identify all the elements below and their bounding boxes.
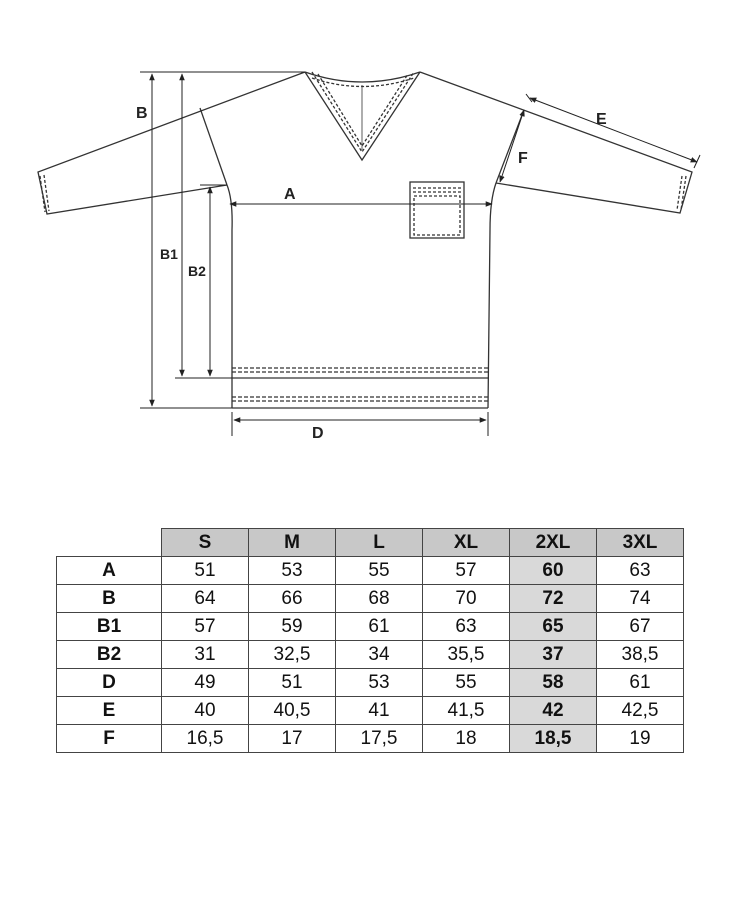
table-cell: 63: [597, 557, 684, 585]
table-cell: 58: [510, 669, 597, 697]
table-cell: 65: [510, 613, 597, 641]
table-cell: 31: [162, 641, 249, 669]
table-cell: 38,5: [597, 641, 684, 669]
table-cell: 66: [249, 585, 336, 613]
row-label-e: E: [57, 697, 162, 725]
size-header-xl: XL: [423, 529, 510, 557]
label-b1: B1: [160, 246, 178, 262]
body-left-side: [227, 185, 232, 408]
table-cell: 40: [162, 697, 249, 725]
row-label-f: F: [57, 725, 162, 753]
table-cell: 17,5: [336, 725, 423, 753]
table-row: [57, 725, 684, 753]
table-cell: 40,5: [249, 697, 336, 725]
row-label-b: B: [57, 585, 162, 613]
row-label-a: A: [57, 557, 162, 585]
table-cell: 19: [597, 725, 684, 753]
size-table-body: [57, 557, 684, 753]
table-cell: 57: [423, 557, 510, 585]
dimension-labels: [136, 105, 607, 442]
size-chart-table: [56, 528, 684, 753]
row-label-b1: B1: [57, 613, 162, 641]
table-cell: 37: [510, 641, 597, 669]
table-cell: 51: [249, 669, 336, 697]
table-cell: 51: [162, 557, 249, 585]
table-cell: 18,5: [510, 725, 597, 753]
dimension-lines: [140, 72, 700, 436]
table-row: [57, 557, 684, 585]
table-cell: 59: [249, 613, 336, 641]
row-label-d: D: [57, 669, 162, 697]
table-cell: 55: [423, 669, 510, 697]
left-sleeve: [38, 72, 305, 214]
table-cell: 16,5: [162, 725, 249, 753]
table-cell: 61: [336, 613, 423, 641]
table-cell: 60: [510, 557, 597, 585]
size-header-m: M: [249, 529, 336, 557]
table-cell: 68: [336, 585, 423, 613]
table-cell: 41: [336, 697, 423, 725]
table-cell: 72: [510, 585, 597, 613]
table-row: [57, 641, 684, 669]
label-b2: B2: [188, 263, 206, 279]
label-f: F: [518, 150, 528, 167]
table-cell: 74: [597, 585, 684, 613]
table-row: [57, 613, 684, 641]
table-corner: [57, 529, 162, 557]
dimension-e-line: [530, 98, 697, 162]
dimension-f-line: [500, 110, 524, 182]
table-cell: 70: [423, 585, 510, 613]
table-row: [57, 585, 684, 613]
table-cell: 17: [249, 725, 336, 753]
table-cell: 35,5: [423, 641, 510, 669]
table-cell: 32,5: [249, 641, 336, 669]
table-cell: 64: [162, 585, 249, 613]
label-b: B: [136, 105, 148, 122]
table-row: [57, 697, 684, 725]
row-label-b2: B2: [57, 641, 162, 669]
table-cell: 67: [597, 613, 684, 641]
size-header-2xl: 2XL: [510, 529, 597, 557]
size-header-s: S: [162, 529, 249, 557]
table-cell: 34: [336, 641, 423, 669]
size-header-row: [57, 529, 684, 557]
table-cell: 53: [249, 557, 336, 585]
table-cell: 18: [423, 725, 510, 753]
chest-pocket: [410, 182, 464, 238]
body-right-side: [488, 183, 496, 408]
label-a: A: [284, 186, 296, 203]
table-cell: 42: [510, 697, 597, 725]
garment-diagram: [0, 0, 730, 450]
table-cell: 49: [162, 669, 249, 697]
table-cell: 53: [336, 669, 423, 697]
size-header-l: L: [336, 529, 423, 557]
table-cell: 55: [336, 557, 423, 585]
table-cell: 63: [423, 613, 510, 641]
table-cell: 61: [597, 669, 684, 697]
table-row: [57, 669, 684, 697]
table-cell: 57: [162, 613, 249, 641]
table-cell: 42,5: [597, 697, 684, 725]
v-neck: [305, 72, 420, 160]
size-header-3xl: 3XL: [597, 529, 684, 557]
label-d: D: [312, 425, 324, 442]
label-e: E: [596, 111, 607, 128]
table-cell: 41,5: [423, 697, 510, 725]
